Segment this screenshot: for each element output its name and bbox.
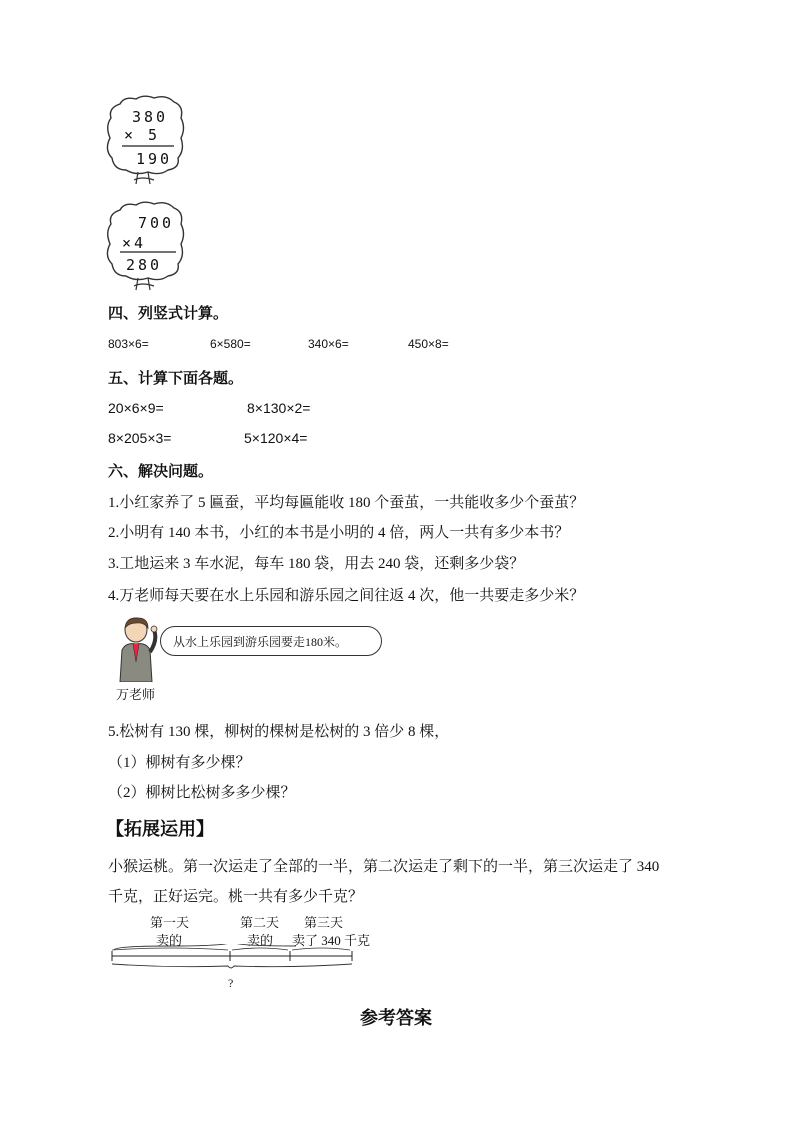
- diagram-label-day1-b: 卖的: [156, 933, 183, 948]
- question-2: 2.小明有 140 本书，小红的本书是小明的 4 倍，两人一共有多少本书？: [108, 525, 570, 541]
- extension-text-2: 千克，正好运完。桃一共有多少千克？: [108, 889, 364, 905]
- tree-1-row1: 380: [132, 108, 169, 126]
- speech-bubble: 从水上乐园到游乐园要走180米。: [160, 626, 382, 656]
- diagram-label-day1-a: 第一天: [150, 915, 190, 930]
- section5-item-2: 8×130×2=: [247, 400, 311, 416]
- section4-title: 四、列竖式计算。: [108, 306, 229, 322]
- section4-item-2: 6×580=: [210, 337, 251, 351]
- extension-title: 【拓展运用】: [106, 819, 214, 839]
- teacher-icon: [114, 616, 162, 682]
- answer-title: 参考答案: [360, 1008, 432, 1028]
- tree-2-row3: 280: [126, 256, 163, 274]
- section5-title: 五、计算下面各题。: [108, 371, 244, 387]
- line-segment-diagram: [110, 944, 360, 974]
- tree-2-row1: 700: [138, 214, 175, 232]
- teacher-name: 万老师: [116, 687, 156, 702]
- section5-item-1: 20×6×9=: [108, 400, 164, 416]
- diagram-label-day3-b: 卖了 340 千克: [292, 933, 371, 948]
- section4-item-1: 803×6=: [108, 337, 149, 351]
- diagram-label-day2-a: 第二天: [240, 915, 280, 930]
- section6-title: 六、解决问题。: [108, 464, 214, 480]
- tree-1-row2: × 5: [124, 126, 161, 144]
- diagram-label-day3-a: 第三天: [304, 915, 344, 930]
- question-5b: （2）柳树比松树多多少棵？: [108, 785, 296, 801]
- section4-item-4: 450×8=: [408, 337, 449, 351]
- extension-text-1: 小猴运桃。第一次运走了全部的一半，第二次运走了剩下的一半，第三次运走了 340: [108, 859, 660, 875]
- tree-calculation-2: [104, 200, 186, 292]
- tree-calculation-1: [104, 94, 186, 186]
- question-5a: （1）柳树有多少棵？: [108, 755, 251, 771]
- tree-2-row2: ×4: [122, 234, 147, 252]
- total-brace: [112, 964, 352, 968]
- section5-item-3: 8×205×3=: [108, 430, 172, 446]
- section5-item-4: 5×120×4=: [244, 430, 308, 446]
- tree-1-row3: 190: [136, 150, 173, 168]
- diagram-question-mark: ?: [228, 976, 234, 990]
- question-3: 3.工地运来 3 车水泥，每车 180 袋，用去 240 袋，还剩多少袋？: [108, 556, 525, 572]
- diagram-label-day2-b: 卖的: [247, 933, 274, 948]
- question-5: 5.松树有 130 棵，柳树的棵树是松树的 3 倍少 8 棵，: [108, 724, 450, 740]
- question-1: 1.小红家养了 5 匾蚕，平均每匾能收 180 个蚕茧，一共能收多少个蚕茧？: [108, 495, 585, 511]
- section4-item-3: 340×6=: [308, 337, 349, 351]
- question-4: 4.万老师每天要在水上乐园和游乐园之间往返 4 次，他一共要走多少米？: [108, 588, 585, 604]
